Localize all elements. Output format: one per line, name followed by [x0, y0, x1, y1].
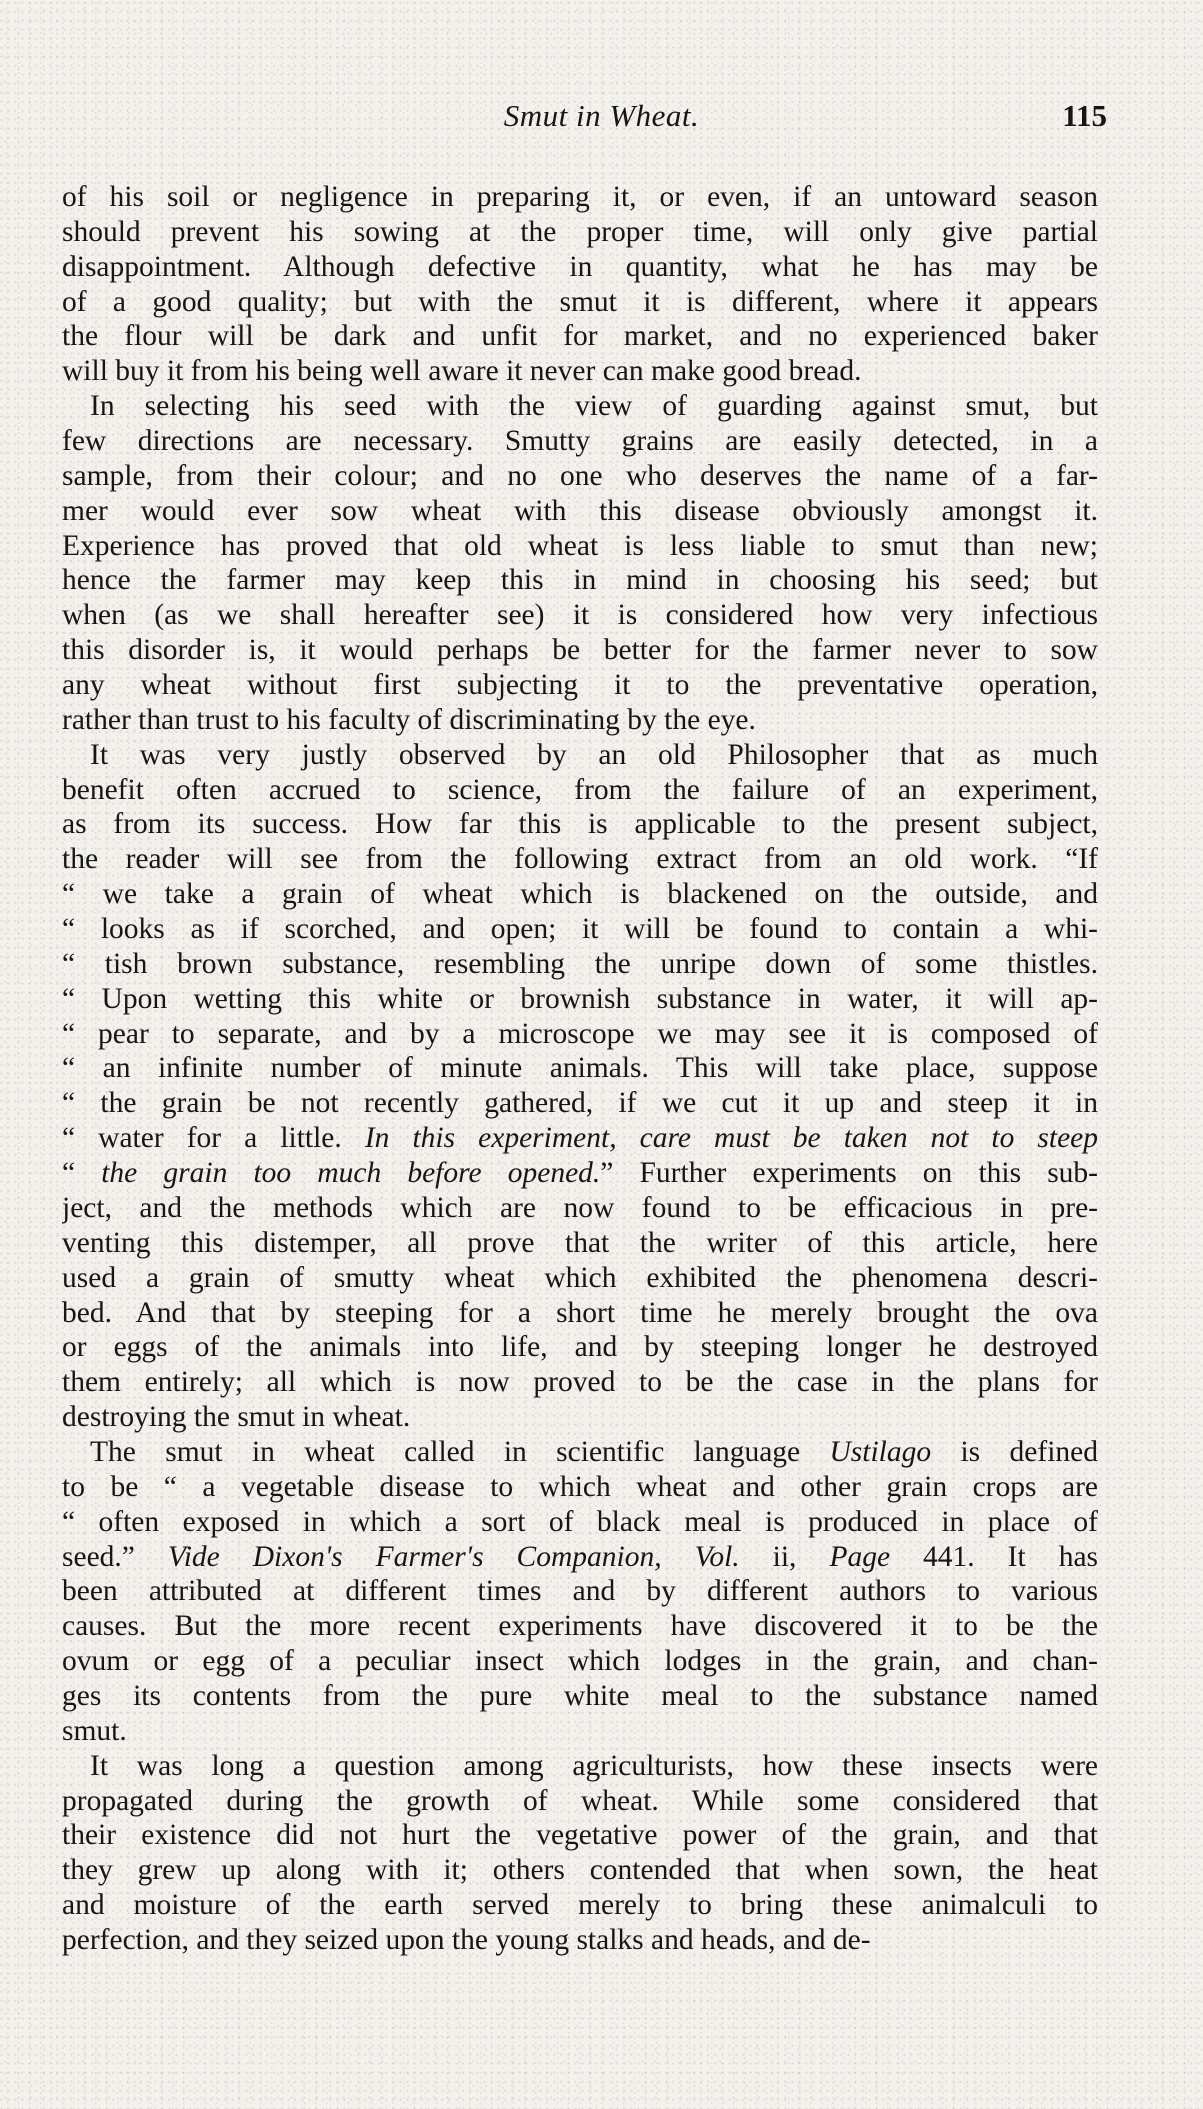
page-number: 115	[1062, 98, 1107, 133]
text-line: It was very justly observed by an old Philosopher that as much	[90, 738, 1098, 771]
text-line: sample, from their colour; and no one who deserves the name of a far-	[62, 459, 1098, 492]
text-line: “ looks as if scorched, and open; it will be found to contain a whi-	[62, 913, 1098, 946]
text-line: “ the grain too much before opened.” Further experiments on this sub-	[62, 1157, 1098, 1190]
paragraph	[62, 1749, 1098, 1958]
paragraph	[62, 738, 1098, 1435]
text-line: been attributed at different times and by different authors to various	[62, 1575, 1098, 1608]
body-text	[62, 180, 1098, 1958]
paragraph	[62, 1435, 1098, 1749]
text-line: their existence did not hurt the vegetative power of the grain, and that	[62, 1819, 1098, 1852]
text-line: destroying the smut in wheat.	[62, 1401, 411, 1434]
text-line: benefit often accrued to science, from the failure of an experiment,	[62, 773, 1098, 806]
text-line: propagated during the growth of wheat. While some considered that	[62, 1784, 1098, 1817]
text-line: “ Upon wetting this white or brownish substance in water, it will ap-	[62, 982, 1098, 1015]
text-line: disappointment. Although defective in quantity, what he has may be	[62, 250, 1098, 283]
text-line: Experience has proved that old wheat is less liable to smut than new;	[62, 529, 1098, 562]
italic-text: Vide Dixon's Farmer's Companion, Vol.	[167, 1540, 740, 1573]
text-line: this disorder is, it would perhaps be better for the farmer never to sow	[62, 634, 1098, 667]
text-line: “ an infinite number of minute animals. This will take place, suppose	[62, 1052, 1098, 1085]
text-line: any wheat without first subjecting it to the preventative operation,	[62, 669, 1098, 702]
text-line: ovum or egg of a peculiar insect which lodges in the grain, and chan-	[62, 1645, 1098, 1678]
text-line: of a good quality; but with the smut it is different, where it appears	[62, 285, 1098, 318]
page-title: Smut in Wheat.	[503, 98, 700, 133]
text-line: rather than trust to his faculty of discriminating by the eye.	[62, 703, 756, 736]
text-line: seed.” Vide Dixon's Farmer's Companion, Vol. ii, Page 441. It has	[62, 1540, 1098, 1573]
italic-text: the grain too much before opened.	[101, 1157, 601, 1190]
italic-text: Ustilago	[829, 1435, 932, 1468]
text-line: of his soil or negligence in preparing it, or even, if an untoward season	[62, 181, 1098, 213]
text-line: will buy it from his being well aware it never can make good bread.	[62, 355, 862, 388]
paragraph	[62, 389, 1098, 738]
text-line: the reader will see from the following extract from an old work. “If	[62, 843, 1098, 876]
text-line: perfection, and they seized upon the young stalks and heads, and de-	[62, 1923, 871, 1956]
text-line: to be “ a vegetable disease to which wheat and other grain crops are	[62, 1470, 1098, 1503]
text-line: ges its contents from the pure white meal to the substance named	[62, 1679, 1098, 1712]
text-line: hence the farmer may keep this in mind in choosing his seed; but	[62, 564, 1098, 597]
text-line: used a grain of smutty wheat which exhibited the phenomena descri-	[62, 1261, 1098, 1294]
text-line: In selecting his seed with the view of guarding against smut, but	[90, 390, 1098, 423]
text-line: causes. But the more recent experiments have discovered it to be the	[62, 1610, 1098, 1643]
text-line: ject, and the methods which are now found to be efficacious in pre-	[62, 1191, 1098, 1224]
italic-text: In this experiment, care must be taken not to steep	[364, 1122, 1098, 1155]
text-line: should prevent his sowing at the proper time, will only give partial	[62, 215, 1098, 248]
text-line: mer would ever sow wheat with this disease obviously amongst it.	[62, 494, 1098, 527]
text-line: bed. And that by steeping for a short time he merely brought the ova	[62, 1296, 1098, 1329]
text-line: the flour will be dark and unfit for market, and no experienced baker	[62, 320, 1098, 353]
text-line: The smut in wheat called in scientific language Ustilago is defined	[90, 1435, 1098, 1468]
paragraph	[62, 180, 1098, 389]
text-line: “ often exposed in which a sort of black meal is produced in place of	[62, 1505, 1098, 1538]
text-line: few directions are necessary. Smutty grains are easily detected, in a	[62, 425, 1098, 458]
text-line: “ we take a grain of wheat which is blackened on the outside, and	[62, 878, 1098, 911]
text-line: “ the grain be not recently gathered, if we cut it up and steep it in	[62, 1087, 1098, 1120]
text-line: venting this distemper, all prove that the writer of this article, here	[62, 1226, 1098, 1259]
italic-text: Page	[829, 1540, 891, 1573]
text-line: when (as we shall hereafter see) it is considered how very infectious	[62, 599, 1098, 632]
text-line: It was long a question among agriculturists, how these insects were	[90, 1749, 1098, 1782]
text-line: and moisture of the earth served merely to bring these animalculi to	[62, 1889, 1098, 1922]
running-head	[0, 98, 1203, 142]
text-line: “ water for a little. In this experiment, care must be taken not to steep	[62, 1122, 1098, 1155]
text-line: smut.	[62, 1714, 127, 1747]
text-line: them entirely; all which is now proved to be the case in the plans for	[62, 1366, 1098, 1399]
text-line: “ pear to separate, and by a microscope we may see it is composed of	[62, 1017, 1098, 1050]
text-line: or eggs of the animals into life, and by steeping longer he destroyed	[62, 1331, 1098, 1364]
text-line: they grew up along with it; others contended that when sown, the heat	[62, 1854, 1098, 1887]
text-line: “ tish brown substance, resembling the unripe down of some thistles.	[62, 947, 1098, 980]
text-line: as from its success. How far this is applicable to the present subject,	[62, 808, 1098, 841]
